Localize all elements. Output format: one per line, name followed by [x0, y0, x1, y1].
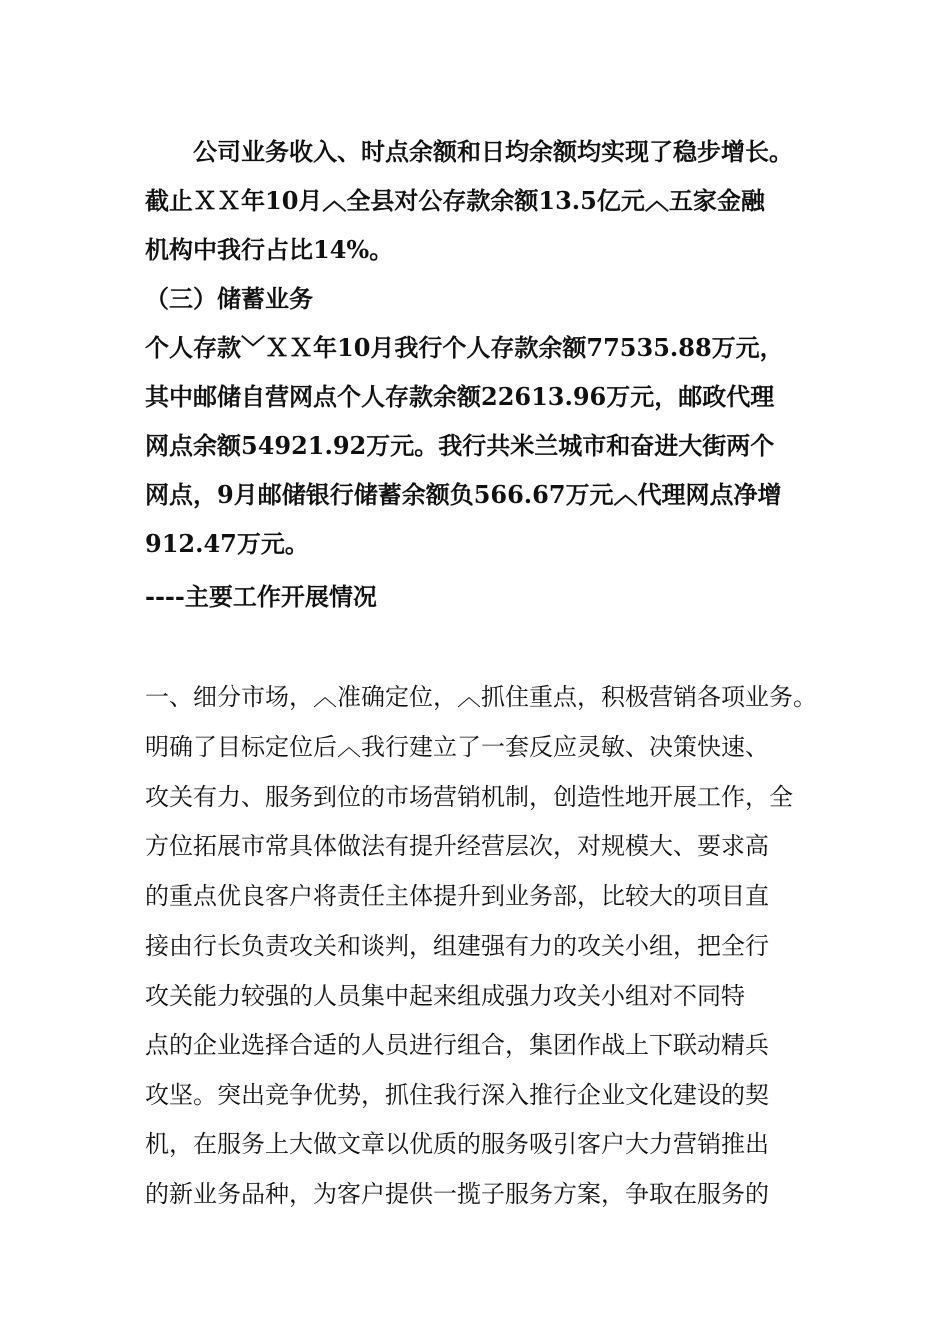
paragraph-line: 方位拓展市常具体做法有提升经营层次，对规模大、要求高	[145, 832, 769, 860]
paragraph-line: 网点余额54921.92万元。我行共米兰城市和奋进大街两个	[145, 431, 775, 460]
paragraph-line: 明确了目标定位后︿我行建立了一套反应灵敏、决策快速、	[145, 733, 769, 761]
paragraph-line: 攻关有力、服务到位的市场营销机制，创造性地开展工作，全	[145, 783, 793, 811]
paragraph-line: 的新业务品种，为客户提供一揽子服务方案，争取在服务的	[145, 1180, 769, 1208]
paragraph-line: 912.47万元。	[145, 529, 309, 558]
paragraph-line: 攻关能力较强的人员集中起来组成强力攻关小组对不同特	[145, 982, 745, 1010]
paragraph-line: 机构中我行占比14%。	[145, 235, 394, 264]
paragraph-line: 公司业务收入、时点余额和日均余额均实现了稳步增长。	[193, 137, 793, 166]
paragraph-line: 攻坚。突出竞争优势，抓住我行深入推行企业文化建设的契	[145, 1081, 769, 1109]
paragraph-line: 的重点优良客户将责任主体提升到业务部，比较大的项目直	[145, 882, 769, 910]
section-heading-savings: （三）储蓄业务	[145, 284, 313, 313]
paragraph-line: 网点，9月邮储银行储蓄余额负566.67万元︿代理网点净增	[145, 480, 782, 509]
paragraph-line: 接由行长负责攻关和谈判，组建强有力的攻关小组，把全行	[145, 932, 769, 960]
paragraph-line: 其中邮储自营网点个人存款余额22613.96万元，邮政代理	[145, 382, 775, 411]
section-heading-work: ----主要工作开展情况	[145, 582, 377, 611]
paragraph-line: 一、细分市场，︿准确定位，︿抓住重点，积极营销各项业务。	[145, 683, 817, 711]
paragraph-line: 个人存款﹀ＸＸ年10月我行个人存款余额77535.88万元，	[145, 333, 784, 362]
paragraph-line: 机，在服务上大做文章以优质的服务吸引客户大力营销推出	[145, 1130, 769, 1158]
paragraph-line: 截止ＸＸ年10月︿全县对公存款余额13.5亿元︿五家金融	[145, 186, 765, 215]
paragraph-line: 点的企业选择合适的人员进行组合，集团作战上下联动精兵	[145, 1031, 769, 1059]
